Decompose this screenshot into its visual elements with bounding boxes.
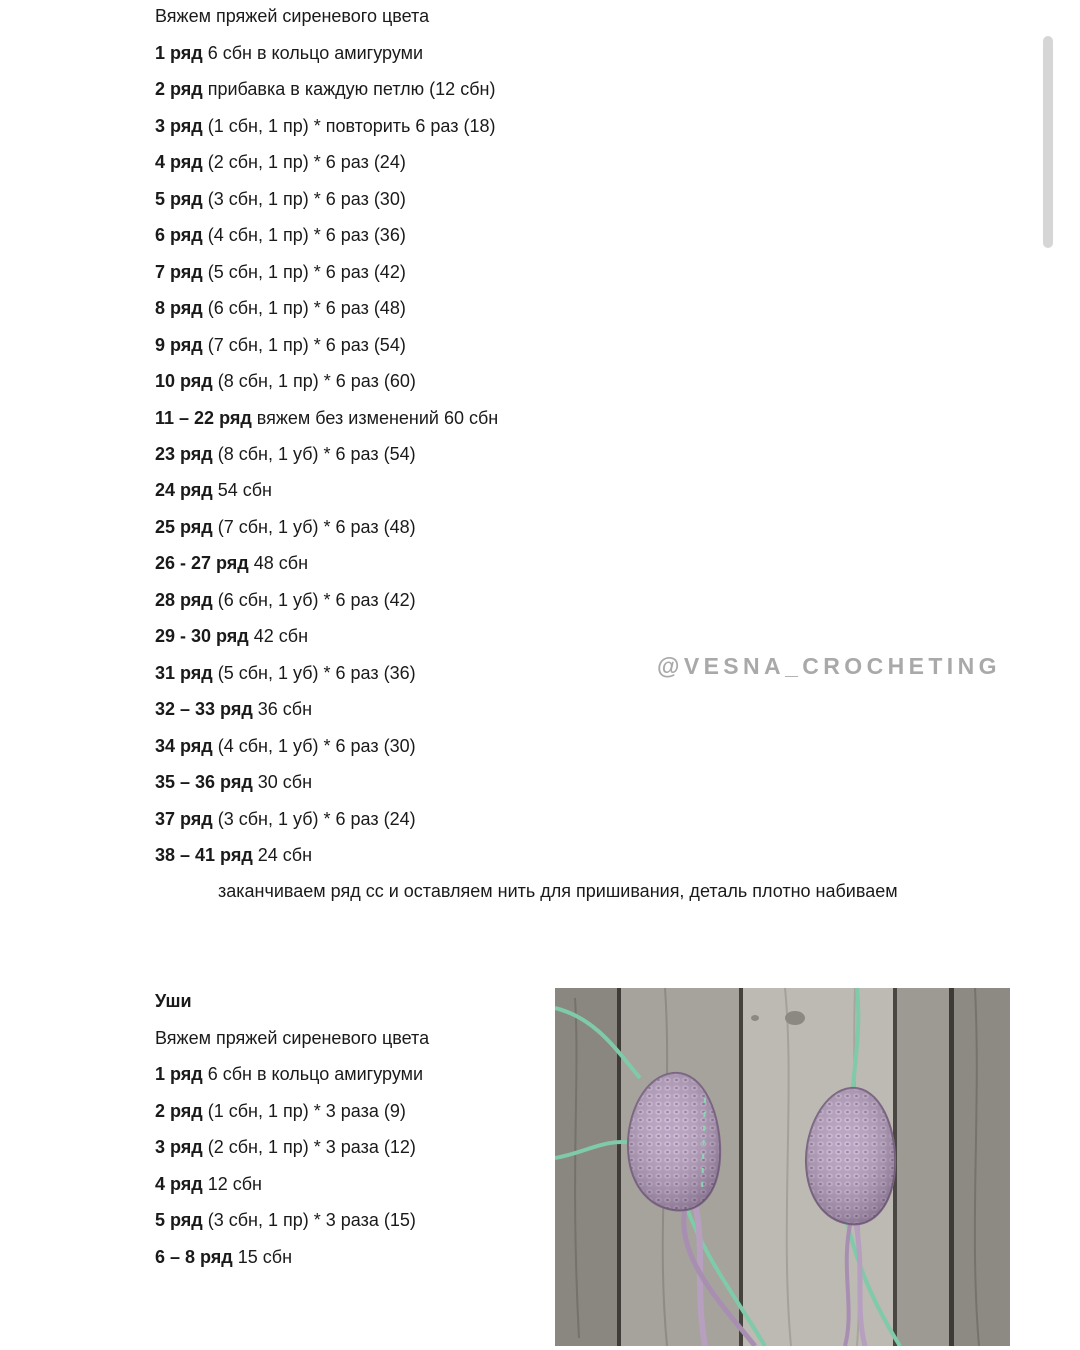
pattern-row	[155, 407, 498, 429]
row-instruction: (3 сбн, 1 пр) * 6 раз (30)	[202, 189, 406, 209]
pattern-row	[155, 1100, 406, 1122]
row-label: 6 ряд	[155, 225, 203, 245]
pattern-row	[155, 479, 272, 501]
row-label: 3 ряд	[155, 116, 203, 136]
row-instruction: (7 сбн, 1 пр) * 6 раз (54)	[202, 335, 406, 355]
row-instruction: 30 сбн	[252, 772, 313, 792]
row-label: 5 ряд	[155, 1210, 203, 1230]
pattern-row	[155, 224, 406, 246]
row-instruction: 36 сбн	[252, 699, 313, 719]
row-label: 11 – 22 ряд	[155, 408, 252, 428]
ears-photo	[555, 988, 1010, 1346]
row-label: 29 - 30 ряд	[155, 626, 249, 646]
row-instruction: (4 сбн, 1 пр) * 6 раз (36)	[202, 225, 406, 245]
row-label: 1 ряд	[155, 1064, 203, 1084]
row-instruction: прибавка в каждую петлю (12 сбн)	[202, 79, 496, 99]
watermark-text: @VESNA_CROCHETING	[657, 653, 1001, 679]
row-instruction: (3 сбн, 1 уб) * 6 раз (24)	[212, 809, 416, 829]
pattern-row	[155, 771, 312, 793]
pattern-row	[155, 808, 416, 830]
finish-note: заканчиваем ряд сс и оставляем нить для пришивания, деталь плотно набиваем	[218, 881, 898, 901]
row-instruction: 24 сбн	[252, 845, 313, 865]
pattern-row	[155, 662, 416, 684]
row-label: 4 ряд	[155, 1174, 203, 1194]
pattern-row	[155, 1209, 416, 1231]
row-label: 5 ряд	[155, 189, 203, 209]
row-label: 35 – 36 ряд	[155, 772, 253, 792]
row-label: 37 ряд	[155, 809, 213, 829]
ears-yarn-note: Вяжем пряжей сиреневого цвета	[155, 1028, 430, 1048]
pattern-row	[155, 1136, 416, 1158]
row-instruction: (2 сбн, 1 пр) * 6 раз (24)	[202, 152, 406, 172]
pattern-row	[155, 516, 416, 538]
body-yarn-note: Вяжем пряжей сиреневого цвета	[155, 6, 430, 26]
row-label: 1 ряд	[155, 43, 203, 63]
row-instruction: 15 сбн	[232, 1247, 293, 1267]
pattern-row	[155, 297, 406, 319]
row-instruction: 6 сбн в кольцо амигуруми	[202, 43, 424, 63]
pattern-row	[155, 151, 406, 173]
row-label: 6 – 8 ряд	[155, 1247, 233, 1267]
row-instruction: (1 сбн, 1 пр) * 3 раза (9)	[202, 1101, 406, 1121]
row-label: 25 ряд	[155, 517, 213, 537]
row-label: 8 ряд	[155, 298, 203, 318]
pattern-row	[155, 844, 312, 866]
row-instruction: (2 сбн, 1 пр) * 3 раза (12)	[202, 1137, 416, 1157]
pattern-row	[155, 42, 423, 64]
pattern-row	[155, 589, 416, 611]
pattern-row	[155, 188, 406, 210]
row-instruction: вяжем без изменений 60 сбн	[251, 408, 499, 428]
pattern-row	[155, 735, 416, 757]
row-label: 31 ряд	[155, 663, 213, 683]
pattern-row	[155, 370, 416, 392]
row-instruction: (5 сбн, 1 пр) * 6 раз (42)	[202, 262, 406, 282]
row-label: 24 ряд	[155, 480, 213, 500]
row-instruction: (8 сбн, 1 пр) * 6 раз (60)	[212, 371, 416, 391]
row-label: 4 ряд	[155, 152, 203, 172]
pattern-row	[155, 1246, 292, 1268]
row-instruction: (8 сбн, 1 уб) * 6 раз (54)	[212, 444, 416, 464]
row-label: 9 ряд	[155, 335, 203, 355]
row-instruction: 54 сбн	[212, 480, 272, 500]
pattern-row	[155, 443, 416, 465]
scrollbar-thumb[interactable]	[1043, 36, 1053, 248]
pattern-row	[155, 78, 495, 100]
row-label: 2 ряд	[155, 79, 203, 99]
row-label: 38 – 41 ряд	[155, 845, 253, 865]
pattern-row	[155, 1173, 262, 1195]
row-instruction: (5 сбн, 1 уб) * 6 раз (36)	[212, 663, 416, 683]
row-label: 3 ряд	[155, 1137, 203, 1157]
row-instruction: (4 сбн, 1 уб) * 6 раз (30)	[212, 736, 416, 756]
row-label: 28 ряд	[155, 590, 213, 610]
row-instruction: (1 сбн, 1 пр) * повторить 6 раз (18)	[202, 116, 496, 136]
row-label: 32 – 33 ряд	[155, 699, 253, 719]
row-label: 26 - 27 ряд	[155, 553, 249, 573]
pattern-row	[155, 1063, 423, 1085]
row-instruction: (6 сбн, 1 уб) * 6 раз (42)	[212, 590, 416, 610]
row-instruction: 42 сбн	[248, 626, 309, 646]
section-title-ears: Уши	[155, 991, 192, 1011]
pattern-row	[155, 625, 308, 647]
row-instruction: (6 сбн, 1 пр) * 6 раз (48)	[202, 298, 406, 318]
row-instruction: (3 сбн, 1 пр) * 3 раза (15)	[202, 1210, 416, 1230]
row-instruction: (7 сбн, 1 уб) * 6 раз (48)	[212, 517, 416, 537]
pattern-row	[155, 261, 406, 283]
row-instruction: 48 сбн	[248, 553, 309, 573]
row-label: 7 ряд	[155, 262, 203, 282]
pattern-row	[155, 552, 308, 574]
pattern-row	[155, 334, 406, 356]
row-label: 10 ряд	[155, 371, 213, 391]
row-instruction: 12 сбн	[202, 1174, 262, 1194]
row-label: 2 ряд	[155, 1101, 203, 1121]
row-label: 23 ряд	[155, 444, 213, 464]
row-instruction: 6 сбн в кольцо амигуруми	[202, 1064, 424, 1084]
pattern-row	[155, 115, 496, 137]
row-label: 34 ряд	[155, 736, 213, 756]
pattern-row	[155, 698, 312, 720]
